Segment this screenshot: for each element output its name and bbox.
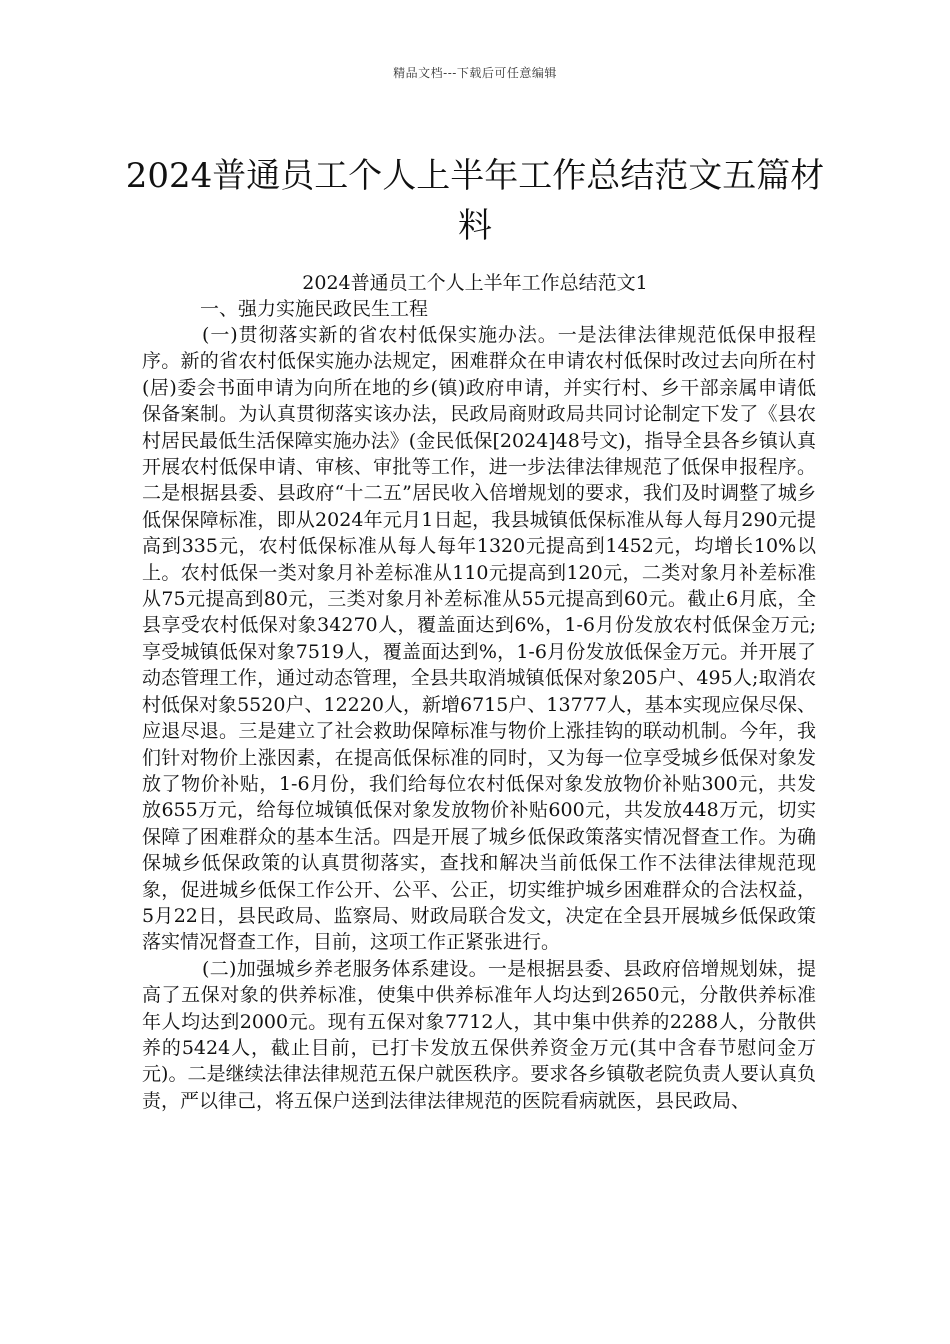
paragraph: (一)贯彻落实新的省农村低保实施办法。一是法律法律规范低保申报程序。新的省农村低保实施办法规定，困难群众在申请农村低保时改过去向所在村(居)委会书面申请为向所在地的乡(镇)政府申请，并实行村、乡干部亲属申请低保备案制。为认真贯彻落实该办法，民政局商财政局共同讨论制定下发了《县农村居民最低生活保障实施办法》(金民低保[2024]48号文)，指导全县各乡镇认真开展农村低保申请、审核、审批等工作，进一步法律法律规范了低保申报程序。二是根据县委、县政府“十二五”居民收入倍增规划的要求，我们及时调整了城乡低保保障标准，即从2024年元月1日起，我县城镇低保标准从每人每月290元提高到335元，农村低保标准从每人每年1320元提高到1452元，均增长10%以上。农村低保一类对象月补差标准从110元提高到120元，二类对象月补差标准从75元提高到80元，三类对象月补差标准从55元提高到60元。截止6月底，全县享受农村低保对象34270人，覆盖面达到6%，1-6月份发放农村低保金万元;享受城镇低保对象7519人，覆盖面达到%，1-6月份发放低保金万元。并开展了动态管理工作，通过动态管理，全县共取消城镇低保对象205户、495人;取消农村低保对象5520户、12220人，新增6715户、13777人，基本实现应保尽保、应退尽退。三是建立了社会救助保障标准与物价上涨挂钩的联动机制。今年，我们针对物价上涨因素，在提高低保标准的同时，又为每一位享受城乡低保对象发放了物价补贴，1-6月份，我们给每位农村低保对象发放物价补贴300元，共发放655万元，给每位城镇低保对象发放物价补贴600元，共发放448万元，切实保障了困难群众的基本生活。四是开展了城乡低保政策落实情况督查工作。为确保城乡低保政策的认真贯彻落实，查找和解决当前低保工作不法律法律规范现象，促进城乡低保工作公开、公平、公正，切实维护城乡困难群众的合法权益，5月22日，县民政局、监察局、财政局联合发文，决定在全县开展城乡低保政策落实情况督查工作，目前，这项工作正紧张进行。	[142, 324, 816, 954]
body-text	[142, 322, 816, 1114]
document-subtitle: 2024普通员工个人上半年工作总结范文1	[302, 272, 648, 294]
paragraph: (二)加强城乡养老服务体系建设。一是根据县委、县政府倍增规划妹，提高了五保对象的供养标准，使集中供养标准年人均达到2650元，分散供养标准年人均达到2000元。现有五保对象7712人，其中集中供养的2288人，分散供养的5424人，截止目前，已打卡发放五保供养资金万元(其中含春节慰问金万元)。二是继续法律法律规范五保户就医秩序。要求各乡镇敬老院负责人要认真负责，严以律己，将五保户送到法律法律规范的医院看病就医，县民政局、	[142, 957, 816, 1112]
section-heading: 一、强力实施民政民生工程	[200, 298, 429, 320]
document-title: 2024普通员工个人上半年工作总结范文五篇材料	[125, 155, 825, 246]
header-note: 精品文档---下载后可任意编辑	[393, 66, 557, 80]
